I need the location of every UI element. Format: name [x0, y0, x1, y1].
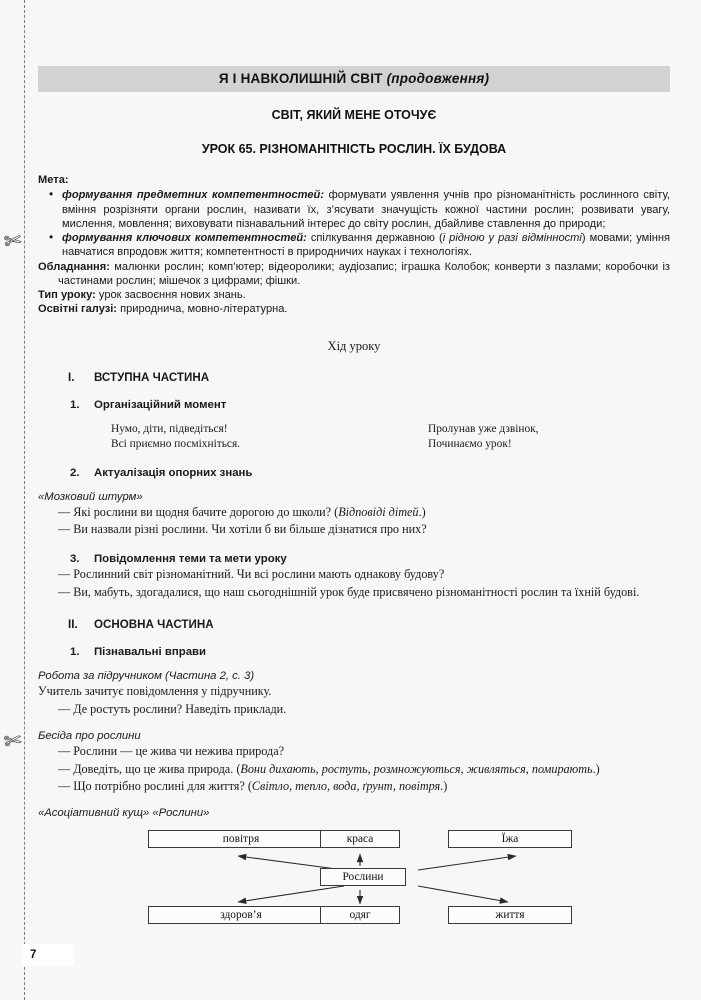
part-1-heading — [38, 371, 670, 384]
question-8-italic: Світло, тепло, вода, ґрунт, повітря — [251, 779, 441, 794]
question-1-italic: Відповіді дітей — [338, 504, 419, 519]
section-4-number: 1. — [70, 645, 80, 658]
question-1-a: — Які рослини ви щодня бачите дорогою до школи? ( — [58, 504, 339, 519]
document-content — [38, 0, 670, 942]
goal-bullet-key-text-b: ) мовами; уміння навчатися впродовж життя; компетентності в природничих науках і технологіях. — [62, 232, 670, 259]
goal-bullets — [38, 188, 670, 259]
equipment-line — [38, 260, 670, 289]
chapter-banner-main: Я І НАВКОЛИШНІЙ СВІТ — [218, 71, 387, 86]
section-2-number: 2. — [70, 466, 80, 479]
diagram-box-zdorovya: здоров’я — [148, 906, 334, 924]
goal-bullet-subject-lead: формування предметних компетентностей: — [62, 189, 325, 202]
goal-bullet-key — [47, 231, 670, 260]
goal-bullet-key-text-a: спілкування державною ( — [306, 232, 443, 244]
section-4-heading — [38, 646, 670, 658]
part-1-title: ВСТУПНА ЧАСТИНА — [94, 370, 210, 384]
section-3-number: 3. — [70, 553, 80, 566]
scissors-icon: ✄ — [2, 228, 24, 254]
lesson-type-line — [38, 288, 670, 302]
branches-text: природнича, мовно-літературна. — [117, 303, 288, 316]
chapter-banner — [38, 66, 670, 92]
diagram-box-zhyttya: життя — [448, 906, 572, 924]
page-number: 7 — [22, 944, 74, 966]
part-2-number: II. — [68, 617, 78, 631]
section-1-number: 1. — [70, 398, 80, 411]
lesson-type-label: Тип уроку: — [38, 289, 96, 301]
question-3: — Рослинний світ різноманітний. Чи всі рослини мають однакову будову? — [58, 567, 445, 582]
question-6: — Рослини — це жива чи нежива природа? — [58, 743, 285, 758]
goal-bullet-key-lead: формування ключових компетентностей: — [62, 232, 307, 244]
scissors-icon: ✄ — [2, 728, 24, 754]
diagram-box-povitrya: повітря — [148, 830, 334, 848]
question-4: — Ви, мабуть, здогадалися, що наш сьогоднішній урок буде присвячено різноманітності рослин та їхній будові. — [58, 585, 640, 600]
part-1-number: I. — [68, 370, 75, 384]
part-2-title: ОСНОВНА ЧАСТИНА — [94, 617, 214, 631]
section-4-title: Пізнавальні вправи — [94, 645, 207, 658]
part-2-heading — [38, 618, 670, 631]
equipment-text: малюнки рослин; комп’ютер; відеоролики; аудіозапис; іграшка Колобок; конверти з пазлами; коробочки із частинами рослин; мішечок з цифрами; фішки. — [58, 260, 670, 287]
equipment-label: Обладнання: — [38, 260, 110, 273]
textbook-work-label: Робота за підручником (Частина 2, с. 3) — [38, 669, 255, 682]
question-1-b: .) — [418, 504, 426, 519]
poem-block — [38, 422, 670, 452]
section-3-title: Повідомлення теми та мети уроку — [94, 553, 287, 566]
section-subtitle: СВІТ, ЯКИЙ МЕНЕ ОТОЧУЄ — [271, 108, 437, 122]
poem-column-left — [111, 422, 240, 452]
section-1-title: Організаційний момент — [94, 398, 227, 411]
meta-block — [38, 173, 670, 317]
section-3-heading — [38, 553, 670, 565]
diagram-box-izha: Їжа — [448, 830, 572, 848]
poem-line-1: Нумо, діти, підведіться! — [111, 422, 228, 435]
poem-line-2: Всі приємно посміхніться. — [111, 437, 241, 450]
talk-label: Бесіда про рослини — [38, 729, 141, 742]
diagram-box-krasa: краса — [320, 830, 400, 848]
poem-line-3: Пролунав уже дзвінок, — [428, 422, 539, 435]
goal-bullet-key-italic: і рідною у разі відмінності — [442, 232, 582, 244]
branches-label: Освітні галузі: — [38, 303, 118, 316]
lesson-title: УРОК 65. РІЗНОМАНІТНІСТЬ РОСЛИН. ЇХ БУДОВА — [201, 142, 507, 156]
cut-dashed-line — [24, 0, 25, 1000]
question-7 — [38, 762, 670, 778]
poem-column-right — [428, 422, 539, 452]
question-5: — Де ростуть рослини? Наведіть приклади. — [58, 701, 287, 716]
poem-line-4: Починаємо урок! — [428, 437, 512, 450]
associative-bush-label: «Асоціативний кущ» «Рослини» — [38, 807, 210, 820]
goal-label: Мета: — [38, 174, 69, 186]
lesson-type-text: урок засвоєння нових знань. — [95, 289, 246, 301]
textbook-line: Учитель зачитує повідомлення у підручнику. — [38, 683, 272, 698]
question-2: — Ви назвали різні рослини. Чи хотіли б ви більше дізнатися про них? — [58, 522, 427, 537]
question-8 — [38, 779, 670, 795]
question-1 — [38, 505, 670, 521]
section-2-title: Актуалізація опорних знань — [94, 466, 253, 479]
branches-line — [38, 302, 670, 316]
section-1-heading — [38, 399, 670, 411]
diagram-box-odyah: одяг — [320, 906, 400, 924]
question-7-b: .) — [592, 761, 600, 776]
question-7-italic: Вони дихають, ростуть, розмножуються, живляться, помирають — [240, 761, 593, 776]
course-heading: Хід уроку — [327, 338, 381, 353]
question-8-b: .) — [440, 779, 448, 794]
associative-bush-diagram — [38, 830, 670, 942]
goal-bullet-subject — [47, 188, 670, 231]
section-2-heading — [38, 467, 670, 479]
question-7-a: — Доведіть, що це жива природа. ( — [58, 761, 241, 776]
chapter-banner-italic: (продовження) — [386, 71, 490, 86]
question-8-a: — Що потрібно рослині для життя? ( — [58, 779, 252, 794]
diagram-box-roslyny: Рослини — [320, 868, 406, 886]
brainstorm-label: «Мозковий штурм» — [38, 490, 143, 503]
goal-bullet-subject-text: формувати уявлення учнів про різноманітність рослинного світу, вміння розрізняти органи рослин, називати їх, з’ясувати значущість кожної частини рослин; розвивати увагу, мислення, мовлення; виховувати пізнавальний інтерес до світу рослин, дбайливе ставлення до природи; — [62, 189, 670, 230]
